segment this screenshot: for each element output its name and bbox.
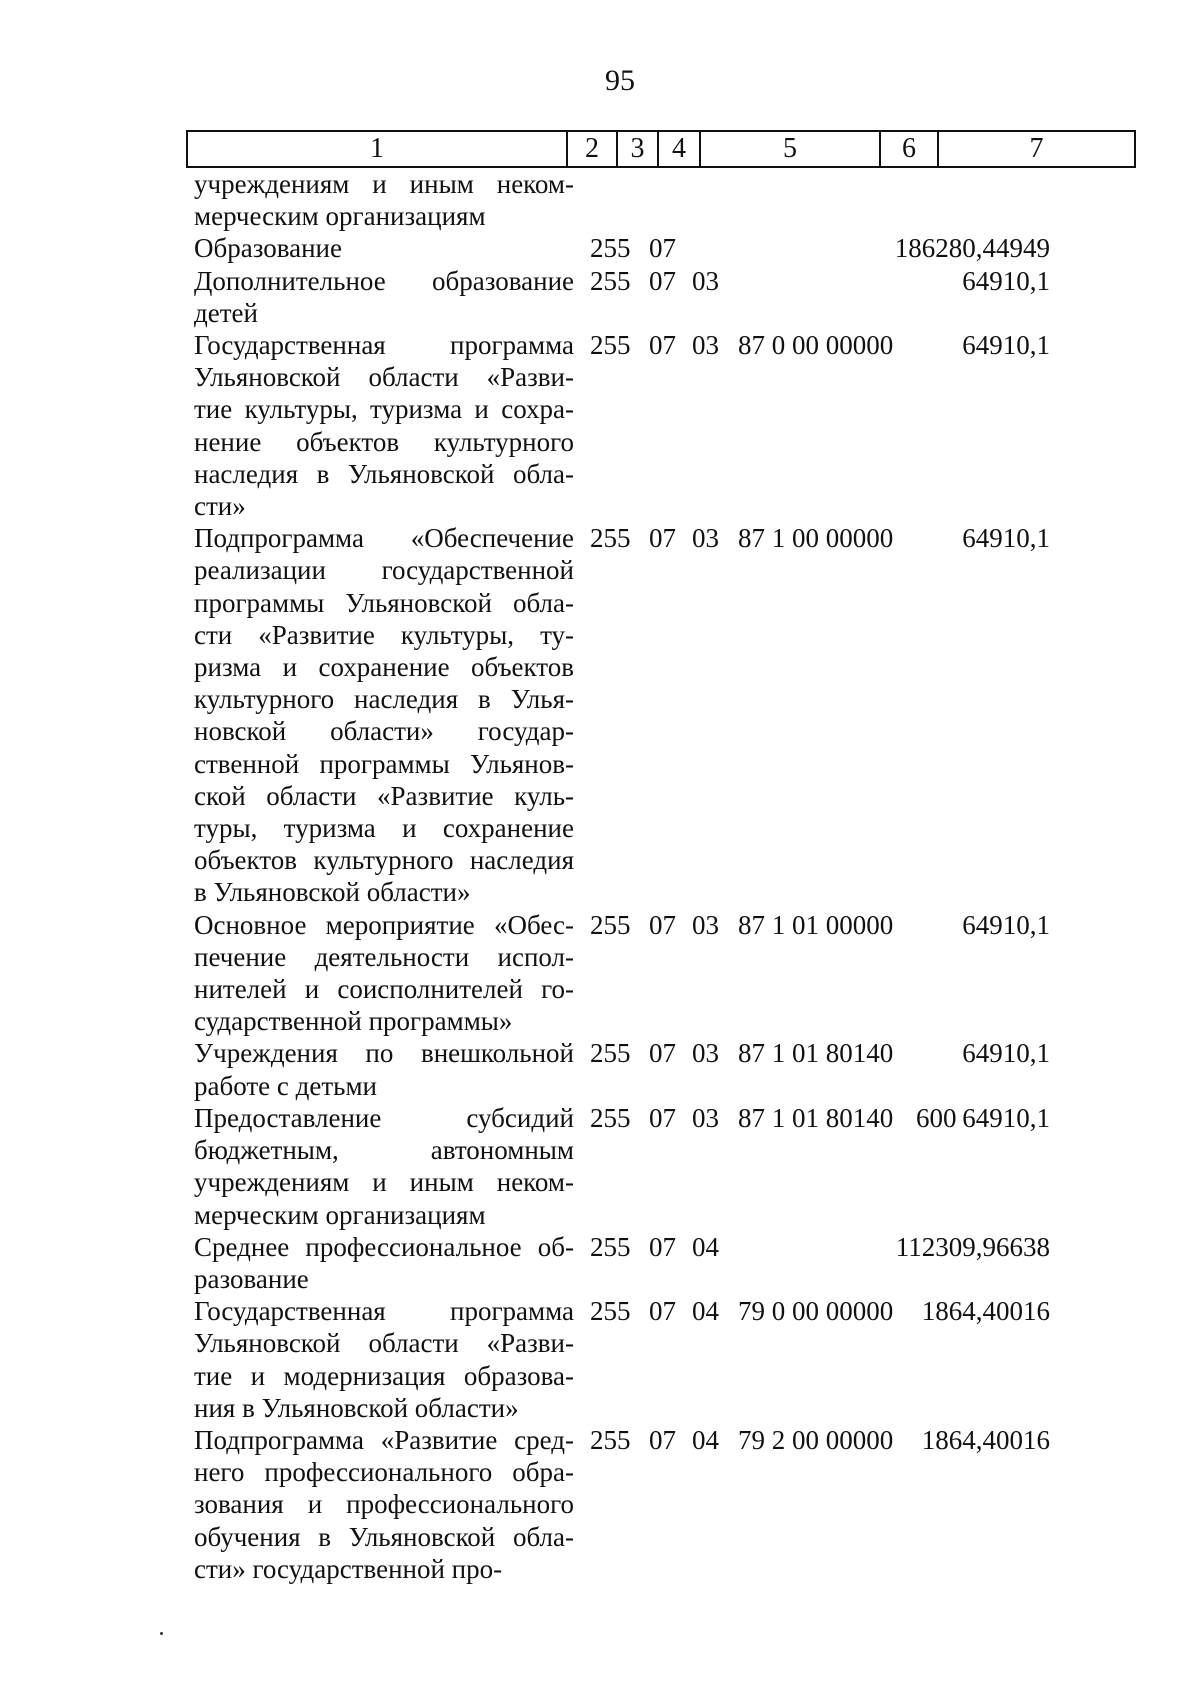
description-line: туры, туризма и сохранение: [194, 813, 574, 844]
description-line: Ульяновской области «Разви-: [194, 1328, 574, 1359]
cell-c3: 07: [649, 1424, 676, 1455]
description-line: работе с детьми: [194, 1070, 378, 1101]
row-description: [194, 909, 574, 1038]
column-header-table: [186, 130, 1136, 168]
cell-c3: 07: [649, 330, 676, 361]
cell-c4: 03: [692, 265, 719, 296]
description-line: объектов культурного наследия: [194, 845, 574, 876]
cell-c6: 600: [916, 1102, 957, 1133]
cell-c3: 07: [649, 1038, 676, 1069]
cell-c2: 255: [590, 1231, 631, 1262]
description-line: разование: [194, 1263, 309, 1294]
cell-c4: 03: [692, 1102, 719, 1133]
cell-amount: 186280,44949: [894, 233, 1050, 264]
column-header-3: 3: [617, 131, 658, 167]
cell-c5: 79 0 00 00000: [738, 1296, 894, 1327]
cell-c2: 255: [590, 233, 631, 264]
column-header-4: 4: [658, 131, 700, 167]
column-header-7: 7: [938, 131, 1135, 167]
column-header-2: 2: [567, 131, 617, 167]
cell-c2: 255: [590, 523, 631, 554]
description-line: Ульяновской области «Разви-: [194, 362, 574, 393]
table-row: [194, 522, 1050, 908]
cell-c2: 255: [590, 1424, 631, 1455]
cell-amount: 1864,40016: [921, 1296, 1050, 1327]
row-description: [194, 168, 574, 232]
description-line: ния в Ульяновской области»: [194, 1392, 519, 1423]
row-description: [194, 1231, 574, 1295]
cell-amount: 64910,1: [962, 1102, 1050, 1133]
description-line: учреждениям и иным неком-: [194, 169, 574, 199]
description-line: Государственная программа: [194, 330, 574, 361]
scan-speck: [160, 1632, 163, 1635]
description-line: мерческим организациям: [194, 201, 486, 232]
row-description: [194, 329, 574, 522]
cell-c5: 87 1 00 00000: [738, 523, 894, 554]
description-line: Предоставление субсидий: [194, 1102, 574, 1133]
description-line: него профессионального обра-: [194, 1457, 574, 1488]
cell-amount: 64910,1: [962, 909, 1050, 940]
table-row: [194, 1424, 1050, 1585]
cell-c4: 03: [692, 523, 719, 554]
row-description: [194, 1102, 574, 1231]
cell-c3: 07: [649, 523, 676, 554]
description-line: сти «Развитие культуры, ту-: [194, 619, 574, 650]
table-row: [194, 265, 1050, 329]
row-description: [194, 522, 574, 908]
cell-c3: 07: [649, 265, 676, 296]
description-line: нителей и соисполнителей го-: [194, 974, 574, 1005]
cell-c5: 79 2 00 00000: [738, 1424, 894, 1455]
description-line: зования и профессионального: [194, 1489, 574, 1520]
cell-c3: 07: [649, 233, 676, 264]
row-description: [194, 1037, 574, 1101]
cell-c3: 07: [649, 1296, 676, 1327]
cell-c3: 07: [649, 1231, 676, 1262]
cell-c5: 87 1 01 00000: [738, 909, 894, 940]
description-line: наследия в Ульяновской обла-: [194, 458, 574, 489]
description-line: бюджетным, автономным: [194, 1135, 574, 1166]
cell-c5: 87 0 00 00000: [738, 330, 894, 361]
description-line: тие и модернизация образова-: [194, 1360, 574, 1391]
description-line: мерческим организациям: [194, 1199, 486, 1230]
description-line: культурного наследия в Улья-: [194, 684, 574, 715]
description-line: детей: [194, 297, 258, 328]
description-line: Государственная программа: [194, 1296, 574, 1327]
row-description: [194, 232, 574, 264]
cell-c2: 255: [590, 330, 631, 361]
description-line: программы Ульяновской обла-: [194, 587, 574, 618]
description-line: Учреждения по внешкольной: [194, 1038, 574, 1069]
cell-c3: 07: [649, 1102, 676, 1133]
table-row: [194, 329, 1050, 522]
page-number: 95: [605, 64, 635, 97]
description-line: Основное мероприятие «Обес-: [194, 909, 574, 940]
description-line: Среднее профессиональное об-: [194, 1231, 574, 1262]
table-row: [194, 232, 1050, 264]
cell-c5: 87 1 01 80140: [738, 1038, 894, 1069]
cell-c4: 04: [692, 1296, 719, 1327]
description-line: учреждениям и иным неком-: [194, 1167, 574, 1198]
description-line: нение объектов культурного: [194, 426, 574, 457]
table-row: [194, 1295, 1050, 1424]
cell-c4: 03: [692, 330, 719, 361]
column-header-1: 1: [187, 131, 567, 167]
cell-c2: 255: [590, 1296, 631, 1327]
row-description: [194, 265, 574, 329]
description-line: Дополнительное образование: [194, 265, 574, 296]
description-line: сударственной программы»: [194, 1006, 513, 1037]
cell-c4: 04: [692, 1424, 719, 1455]
cell-amount: 112309,96638: [895, 1231, 1050, 1262]
cell-c4: 03: [692, 909, 719, 940]
description-line: новской области» государ-: [194, 716, 574, 747]
cell-c4: 04: [692, 1231, 719, 1262]
cell-c2: 255: [590, 909, 631, 940]
cell-c3: 07: [649, 909, 676, 940]
cell-c2: 255: [590, 1102, 631, 1133]
table-row: [194, 1102, 1050, 1231]
description-line: Подпрограмма «Обеспечение: [194, 523, 574, 554]
table-row: [194, 168, 574, 232]
description-line: Подпрограмма «Развитие сред-: [194, 1424, 574, 1455]
description-line: сти» государственной про-: [194, 1553, 503, 1584]
row-description: [194, 1295, 574, 1424]
column-header-5: 5: [700, 131, 880, 167]
cell-amount: 64910,1: [962, 330, 1050, 361]
cell-c4: 03: [692, 1038, 719, 1069]
row-description: [194, 1424, 574, 1585]
description-line: в Ульяновской области»: [194, 877, 471, 908]
column-header-row: [187, 131, 1135, 167]
column-header-6: 6: [880, 131, 938, 167]
cell-amount: 64910,1: [962, 265, 1050, 296]
description-line: обучения в Ульяновской обла-: [194, 1521, 574, 1552]
description-line: тие культуры, туризма и сохра-: [194, 394, 574, 425]
description-line: реализации государственной: [194, 555, 574, 586]
table-row: [194, 1231, 1050, 1295]
table-row: [194, 1037, 1050, 1101]
cell-amount: 1864,40016: [921, 1424, 1050, 1455]
cell-c2: 255: [590, 265, 631, 296]
cell-c5: 87 1 01 80140: [738, 1102, 894, 1133]
description-line: ской области «Развитие куль-: [194, 780, 574, 811]
description-line: ственной программы Ульянов-: [194, 748, 574, 779]
description-line: ризма и сохранение объектов: [194, 652, 574, 683]
table-body: [194, 168, 1050, 1585]
cell-c2: 255: [590, 1038, 631, 1069]
description-line: сти»: [194, 491, 246, 522]
cell-amount: 64910,1: [962, 1038, 1050, 1069]
description-line: печение деятельности испол-: [194, 941, 574, 972]
cell-amount: 64910,1: [962, 523, 1050, 554]
description-line: Образование: [194, 233, 342, 264]
table-row: [194, 909, 1050, 1038]
